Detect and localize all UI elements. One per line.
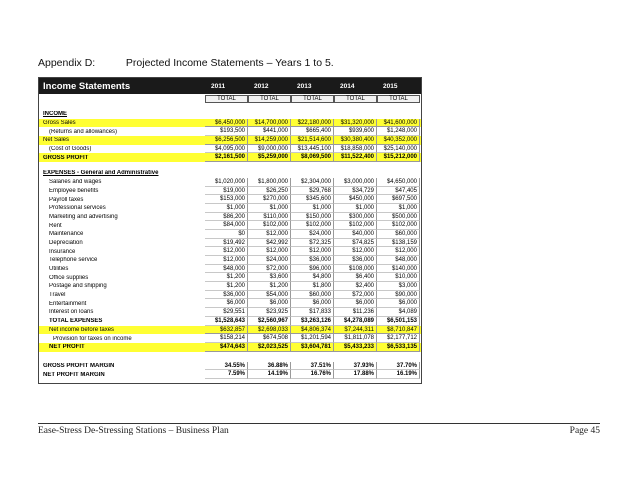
row-value: $12,000	[334, 247, 377, 256]
row-value: $1,200	[205, 273, 248, 282]
row-value: $18,858,000	[334, 145, 377, 154]
row-label: Payroll taxes	[49, 196, 84, 203]
row-value: $6,000	[205, 299, 248, 308]
row-value: $96,000	[291, 265, 334, 274]
table-row	[39, 334, 421, 343]
row-value: $2,560,967	[248, 317, 291, 326]
row-value: $632,857	[205, 326, 248, 335]
row-value: $450,000	[334, 195, 377, 204]
row-value: 14.19%	[248, 370, 291, 379]
row-label: (Cost of Goods)	[49, 146, 92, 153]
row-value: $345,600	[291, 195, 334, 204]
row-value: $8,710,847	[377, 326, 420, 335]
row-value: $29,551	[205, 308, 248, 317]
row-value: $500,000	[377, 213, 420, 222]
row-value: $6,000	[334, 299, 377, 308]
row-value: $84,000	[205, 221, 248, 230]
row-value: $11,522,400	[334, 153, 377, 162]
row-value: 34.55%	[205, 362, 248, 371]
row-value: $47,405	[377, 187, 420, 196]
table-row	[39, 256, 421, 265]
row-value: $15,212,000	[377, 153, 420, 162]
row-value: $474,643	[205, 343, 248, 352]
row-value: $110,000	[248, 213, 291, 222]
table-row	[39, 136, 421, 145]
row-value: $72,000	[334, 291, 377, 300]
total-header: TOTAL	[248, 95, 291, 103]
table-row	[39, 343, 421, 352]
row-value: $36,000	[334, 256, 377, 265]
row-value: $22,180,000	[291, 119, 334, 128]
row-value: $11,236	[334, 308, 377, 317]
row-value: $1,000	[291, 204, 334, 213]
row-value: $300,000	[334, 213, 377, 222]
year-header: 2012	[254, 82, 269, 90]
row-value: $697,500	[377, 195, 420, 204]
table-title-bar	[39, 78, 421, 94]
section-label: INCOME	[43, 111, 67, 118]
page-number: Page 45	[569, 426, 600, 436]
row-value: $1,800	[291, 282, 334, 291]
row-value: $102,000	[334, 221, 377, 230]
row-value: $9,000,000	[248, 145, 291, 154]
row-label: GROSS PROFIT MARGIN	[43, 362, 115, 369]
row-value: $1,201,594	[291, 334, 334, 343]
footer-title: Ease-Stress De-Stressing Stations – Business Plan	[38, 426, 229, 436]
row-label: Professional services	[49, 205, 106, 212]
total-header-row	[39, 94, 421, 103]
row-value: $5,433,233	[334, 343, 377, 352]
row-value: $19,492	[205, 239, 248, 248]
row-value: $939,600	[334, 127, 377, 136]
year-header: 2014	[340, 82, 355, 90]
row-value: $1,200	[205, 282, 248, 291]
row-value: $102,000	[291, 221, 334, 230]
table-row	[39, 153, 421, 162]
row-value: $60,000	[291, 291, 334, 300]
row-value: $1,811,078	[334, 334, 377, 343]
row-value: $34,729	[334, 187, 377, 196]
row-label: Gross Sales	[43, 120, 76, 127]
table-row	[39, 127, 421, 136]
row-value: $24,000	[291, 230, 334, 239]
table-row	[39, 362, 421, 371]
row-value: $40,000	[334, 230, 377, 239]
table-row	[39, 145, 421, 154]
row-value: $102,000	[377, 221, 420, 230]
section-heading-expenses	[39, 169, 421, 178]
row-value: 16.76%	[291, 370, 334, 379]
row-value: $42,992	[248, 239, 291, 248]
row-label: Marketing and advertising	[49, 213, 118, 220]
row-value: $2,400	[334, 282, 377, 291]
table-row	[39, 119, 421, 128]
appendix-label: Appendix D:	[38, 57, 96, 69]
row-value: $4,800	[291, 273, 334, 282]
table-row	[39, 187, 421, 196]
row-value: $270,000	[248, 195, 291, 204]
year-header: 2013	[297, 82, 312, 90]
row-value: 37.93%	[334, 362, 377, 371]
row-value: $12,000	[205, 256, 248, 265]
row-label: Net Sales	[43, 137, 70, 144]
row-value: $158,214	[205, 334, 248, 343]
row-value: $6,450,000	[205, 119, 248, 128]
total-header: TOTAL	[334, 95, 377, 103]
row-value: $1,528,643	[205, 317, 248, 326]
row-label: Rent	[49, 222, 62, 229]
row-value: $8,069,500	[291, 153, 334, 162]
row-value: $2,304,000	[291, 178, 334, 187]
row-label: Interest on loans	[49, 309, 94, 316]
row-value: $14,259,000	[248, 136, 291, 145]
row-value: $6,000	[248, 299, 291, 308]
row-value: $2,023,525	[248, 343, 291, 352]
row-label: (Returns and allowances)	[49, 128, 118, 135]
row-value: $13,445,100	[291, 145, 334, 154]
row-value: $0	[205, 230, 248, 239]
row-value: $14,700,000	[248, 119, 291, 128]
row-value: $48,000	[377, 256, 420, 265]
row-value: $3,604,781	[291, 343, 334, 352]
row-value: $1,020,000	[205, 178, 248, 187]
row-value: $4,650,000	[377, 178, 420, 187]
row-label: Office supplies	[49, 274, 89, 281]
year-header: 2015	[383, 82, 398, 90]
row-value: 7.59%	[205, 370, 248, 379]
table-row	[39, 299, 421, 308]
row-value: $1,800,000	[248, 178, 291, 187]
row-value: $12,000	[291, 247, 334, 256]
table-row	[39, 265, 421, 274]
row-value: $29,768	[291, 187, 334, 196]
year-header: 2011	[211, 82, 226, 90]
row-value: $3,000	[377, 282, 420, 291]
row-value: $24,000	[248, 256, 291, 265]
table-row	[39, 282, 421, 291]
row-value: $193,500	[205, 127, 248, 136]
table-row	[39, 273, 421, 282]
row-value: $3,600	[248, 273, 291, 282]
total-header: TOTAL	[205, 95, 248, 103]
row-value: $40,352,000	[377, 136, 420, 145]
margin-rows	[39, 362, 421, 379]
row-label: Entertainment	[49, 300, 87, 307]
row-label: Employee benefits	[49, 187, 99, 194]
row-label: NET PROFIT MARGIN	[43, 371, 105, 378]
section-label: EXPENSES - General and Administrative	[43, 170, 159, 177]
row-value: $12,000	[248, 247, 291, 256]
row-label: GROSS PROFIT	[43, 154, 89, 161]
page-footer	[38, 423, 600, 438]
row-value: $140,000	[377, 265, 420, 274]
expense-rows	[39, 178, 421, 352]
row-label: Travel	[49, 292, 66, 299]
table-row	[39, 308, 421, 317]
row-value: $10,000	[377, 273, 420, 282]
table-row	[39, 213, 421, 222]
row-value: $1,000	[334, 204, 377, 213]
table-row	[39, 239, 421, 248]
row-value: $6,400	[334, 273, 377, 282]
row-label: Net income before taxes	[49, 326, 115, 333]
table-row	[39, 317, 421, 326]
table-row	[39, 370, 421, 379]
row-value: $74,825	[334, 239, 377, 248]
row-value: $674,508	[248, 334, 291, 343]
row-value: $6,256,500	[205, 136, 248, 145]
row-value: $1,000	[377, 204, 420, 213]
row-label: Telephone service	[49, 257, 98, 264]
row-value: $1,248,000	[377, 127, 420, 136]
row-value: $4,095,000	[205, 145, 248, 154]
row-value: 36.88%	[248, 362, 291, 371]
row-value: $5,259,000	[248, 153, 291, 162]
row-value: $12,000	[377, 247, 420, 256]
row-value: $12,000	[248, 230, 291, 239]
row-label: TOTAL EXPENSES	[49, 318, 103, 325]
row-value: $48,000	[205, 265, 248, 274]
total-header: TOTAL	[291, 95, 334, 103]
row-label: Postage and shipping	[49, 283, 107, 290]
row-label: Salaries and wages	[49, 179, 102, 186]
appendix-heading	[38, 57, 334, 69]
row-value: $12,000	[205, 247, 248, 256]
row-value: $4,806,374	[291, 326, 334, 335]
row-value: 17.88%	[334, 370, 377, 379]
row-value: $36,000	[205, 291, 248, 300]
row-label: Depreciation	[49, 239, 83, 246]
appendix-title: Projected Income Statements – Years 1 to 5.	[125, 57, 334, 69]
table-row	[39, 247, 421, 256]
total-header: TOTAL	[377, 95, 420, 103]
row-value: $19,000	[205, 187, 248, 196]
table-title: Income Statements	[43, 80, 131, 92]
row-value: $4,089	[377, 308, 420, 317]
table-row	[39, 291, 421, 300]
row-value: $2,177,712	[377, 334, 420, 343]
row-value: $31,320,000	[334, 119, 377, 128]
table-row	[39, 204, 421, 213]
row-value: $86,200	[205, 213, 248, 222]
row-label: Provision for taxes on income	[53, 335, 132, 342]
row-value: $54,000	[248, 291, 291, 300]
row-value: $7,244,311	[334, 326, 377, 335]
row-value: $6,501,153	[377, 317, 420, 326]
row-value: 16.19%	[377, 370, 420, 379]
row-label: Insurance	[49, 248, 76, 255]
row-value: $153,000	[205, 195, 248, 204]
table-row	[39, 178, 421, 187]
row-value: $36,000	[291, 256, 334, 265]
row-value: $90,000	[377, 291, 420, 300]
row-value: $17,833	[291, 308, 334, 317]
table-row	[39, 230, 421, 239]
row-value: $26,250	[248, 187, 291, 196]
row-value: $30,380,400	[334, 136, 377, 145]
row-value: 37.51%	[291, 362, 334, 371]
row-value: $441,000	[248, 127, 291, 136]
row-value: $25,140,000	[377, 145, 420, 154]
row-value: $665,400	[291, 127, 334, 136]
row-value: $1,000	[248, 204, 291, 213]
income-statement-table	[38, 77, 422, 384]
row-label: NET PROFIT	[49, 344, 85, 351]
row-value: $41,600,000	[377, 119, 420, 128]
row-value: $108,000	[334, 265, 377, 274]
income-rows	[39, 119, 421, 162]
row-value: $1,000	[205, 204, 248, 213]
row-value: 37.70%	[377, 362, 420, 371]
row-value: $6,000	[377, 299, 420, 308]
row-value: $2,161,500	[205, 153, 248, 162]
row-value: $60,000	[377, 230, 420, 239]
row-value: $6,000	[291, 299, 334, 308]
row-value: $3,000,000	[334, 178, 377, 187]
row-value: $72,325	[291, 239, 334, 248]
row-value: $102,000	[248, 221, 291, 230]
table-row	[39, 221, 421, 230]
row-value: $2,698,033	[248, 326, 291, 335]
row-label: Maintenance	[49, 231, 84, 238]
row-value: $72,000	[248, 265, 291, 274]
row-value: $4,278,089	[334, 317, 377, 326]
row-value: $150,000	[291, 213, 334, 222]
row-value: $3,263,126	[291, 317, 334, 326]
row-value: $6,533,135	[377, 343, 420, 352]
row-value: $23,925	[248, 308, 291, 317]
table-row	[39, 326, 421, 335]
row-value: $138,159	[377, 239, 420, 248]
row-value: $21,514,600	[291, 136, 334, 145]
table-row	[39, 195, 421, 204]
row-label: Utilities	[49, 266, 69, 273]
section-heading-income	[39, 110, 421, 119]
row-value: $1,200	[248, 282, 291, 291]
